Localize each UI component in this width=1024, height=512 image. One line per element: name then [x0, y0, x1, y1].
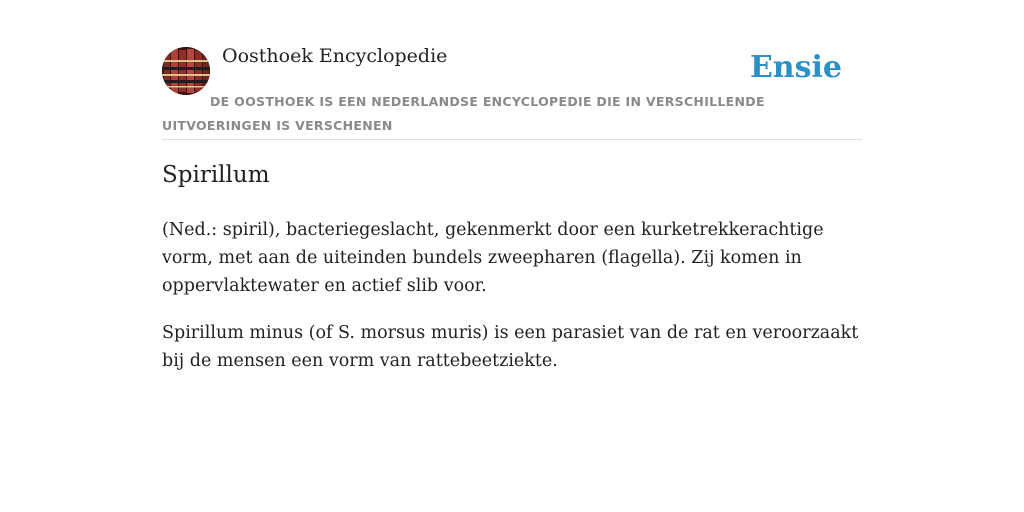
page-container	[162, 0, 862, 371]
site-header	[162, 0, 862, 140]
book-spines-icon	[162, 47, 210, 95]
article-title: Spirillum	[162, 162, 270, 188]
site-name[interactable]: Oosthoek Encyclopedie	[222, 45, 448, 67]
article-paragraph: (Ned.: spiril), bacteriegeslacht, gekenmerkt door een kurketrekkerachtige vorm, met aan de uiteinden bundels zweepharen (flagella). Zij komen in oppervlaktewater en actief slib voor.	[162, 220, 824, 296]
article-body	[162, 216, 862, 394]
brand-logo[interactable]: Ensie	[749, 50, 842, 85]
article-paragraph: Spirillum minus (of S. morsus muris) is een parasiet van de rat en veroorzaakt bij de mensen een vorm van rattebeetziekte.	[162, 323, 859, 371]
avatar[interactable]	[162, 47, 210, 95]
site-tagline: DE OOSTHOEK IS EEN NEDERLANDSE ENCYCLOPEDIE DIE IN VERSCHILLENDE UITVOERINGEN IS VERSCHENEN	[162, 94, 765, 133]
